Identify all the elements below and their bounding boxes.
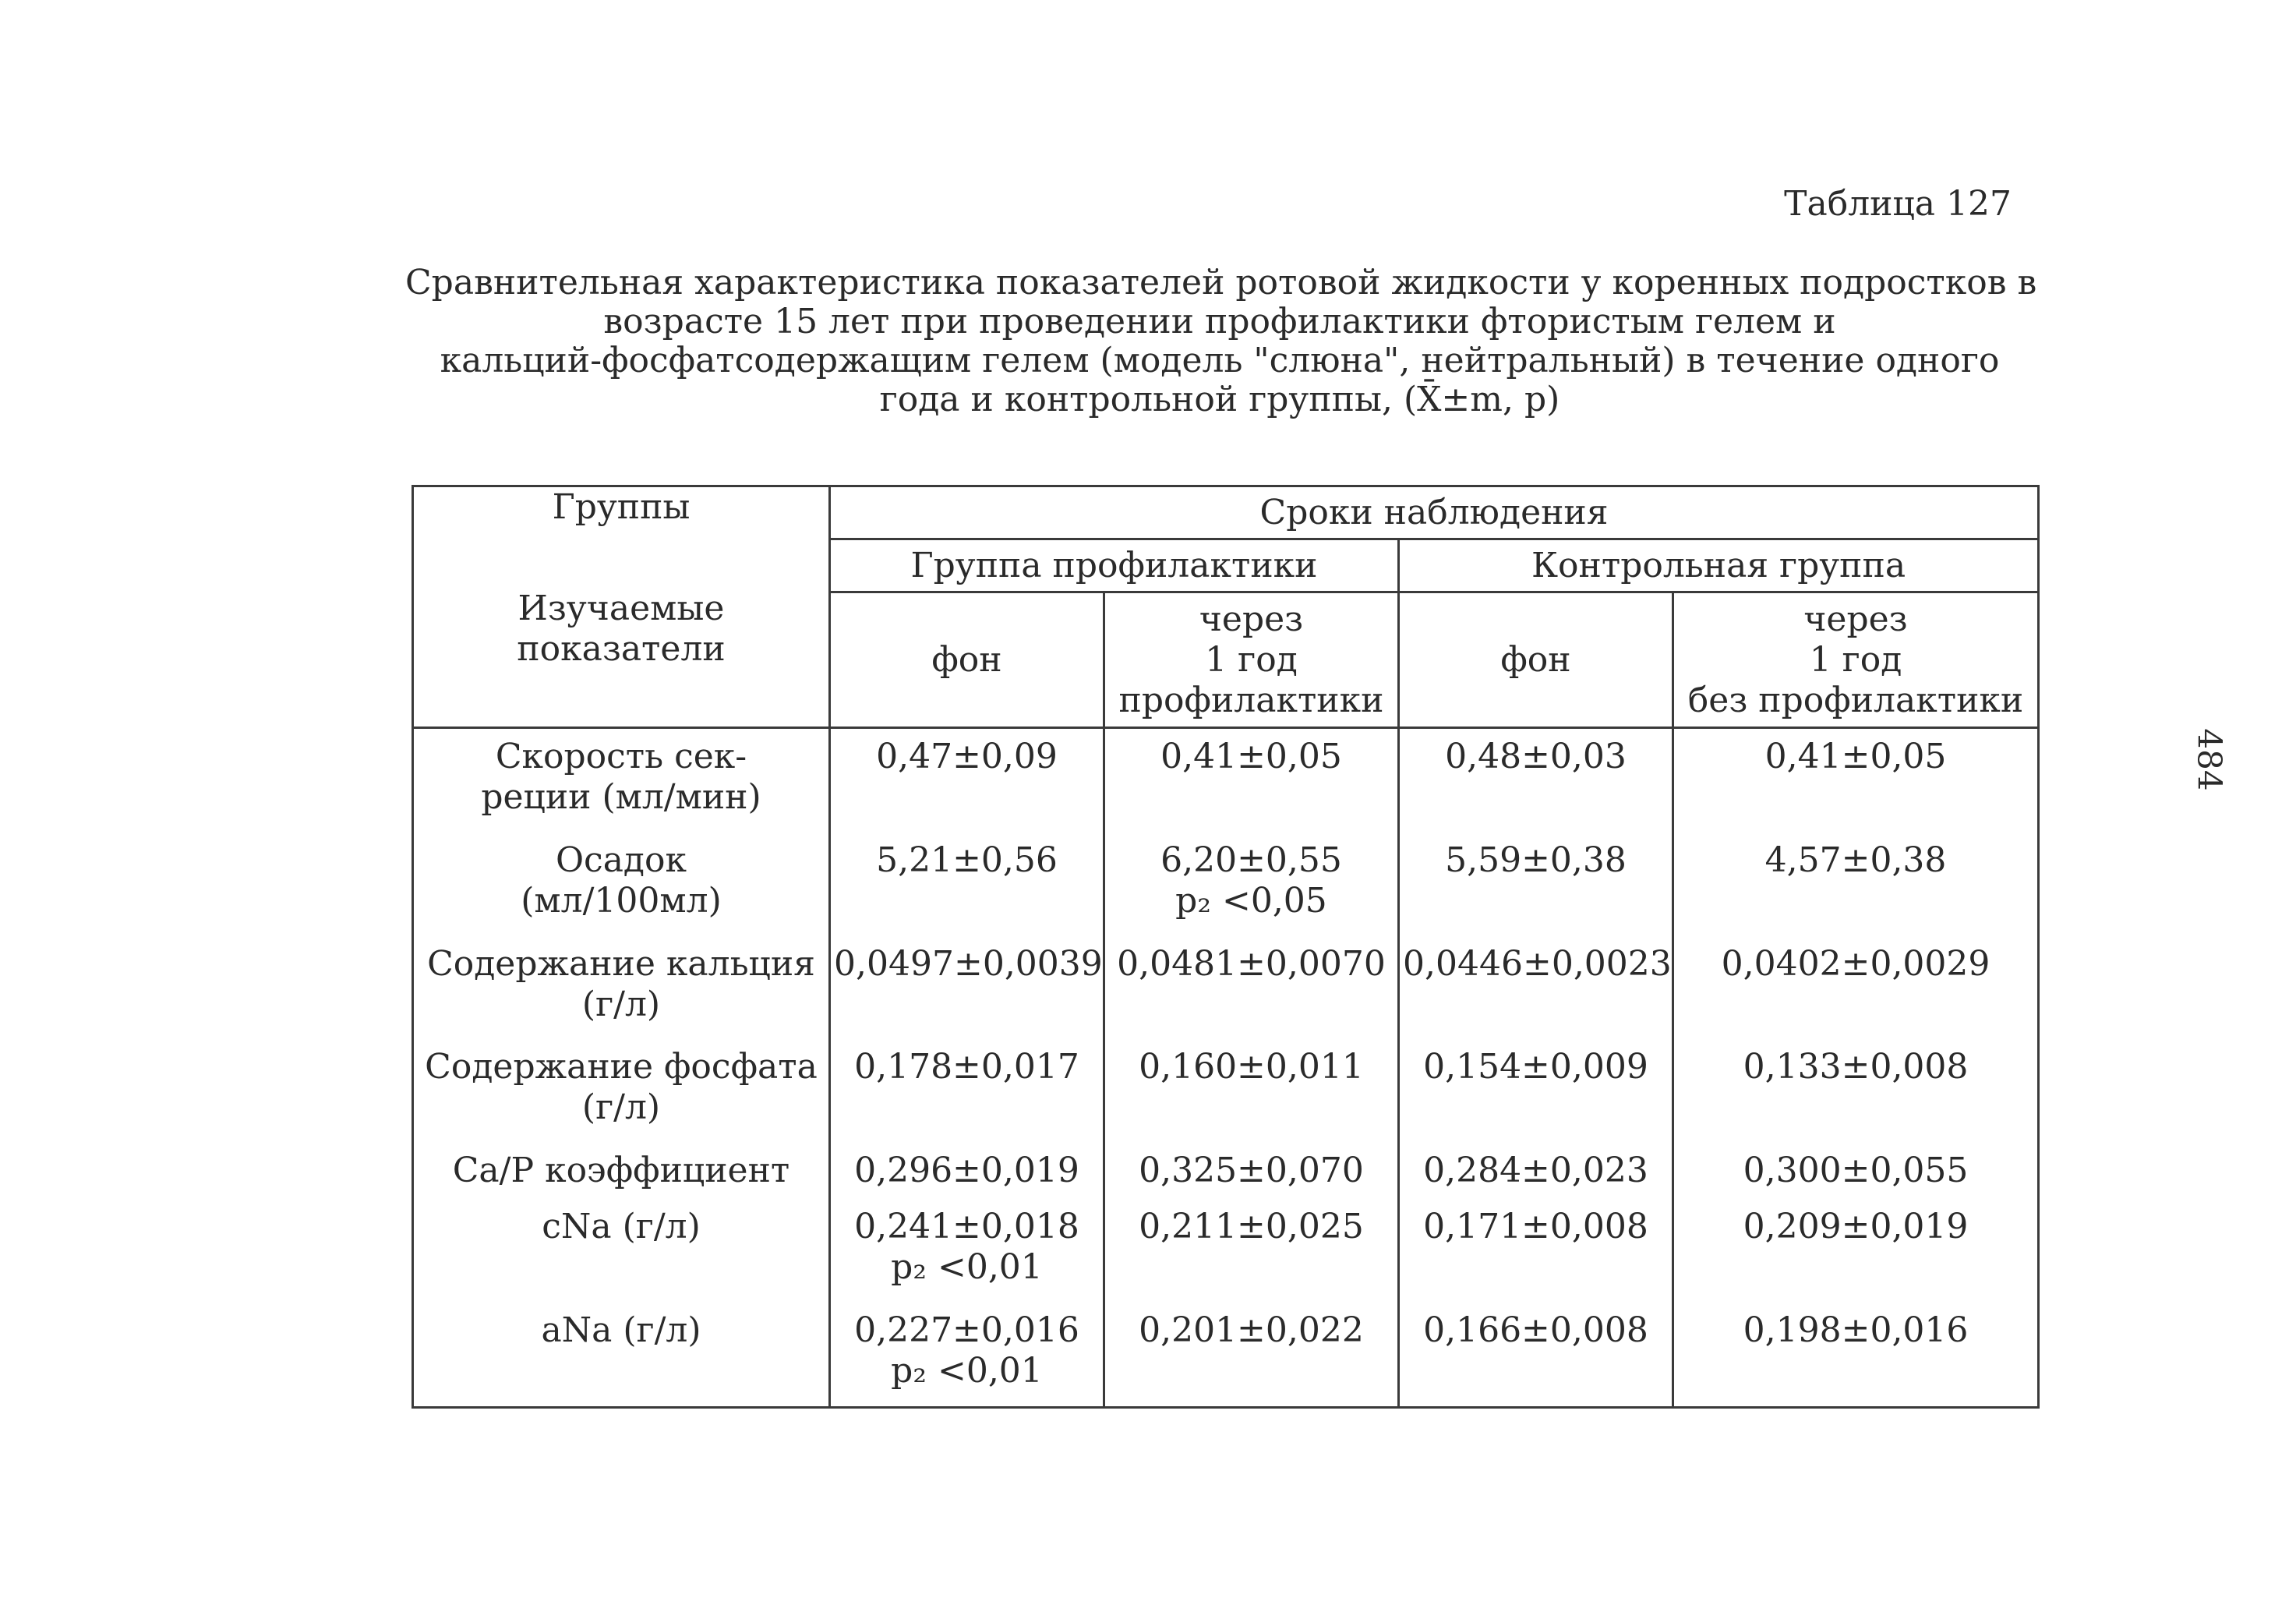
value-cell	[1399, 1039, 1673, 1143]
value-cell	[1104, 1303, 1399, 1408]
indicator-cell	[413, 1143, 830, 1199]
value-text: 0,41±0,05	[1764, 737, 1947, 776]
value-text: 0,227±0,016	[854, 1310, 1079, 1350]
value-cell	[830, 936, 1104, 1040]
indicator-cell	[413, 1303, 830, 1408]
after-year-prophylaxis-header	[1104, 592, 1399, 728]
value-text: 5,21±0,56	[876, 840, 1058, 880]
value-text: 0,47±0,09	[876, 737, 1058, 776]
value-text: 4,57±0,38	[1764, 840, 1947, 880]
value-text: 0,296±0,019	[854, 1151, 1079, 1191]
observation-periods-header: Сроки наблюдения	[830, 486, 2039, 539]
indicators-label: Изучаемые показатели	[517, 589, 726, 669]
indicator-label-line: Осадок	[555, 840, 687, 880]
value-cell	[1673, 1039, 2039, 1143]
header-line: через	[1199, 599, 1304, 639]
caption-line: Сравнительная характеристика показателей ротовой жидкости у коренных подростков в	[405, 263, 2037, 302]
value-text: 0,166±0,008	[1423, 1310, 1648, 1350]
value-text: 6,20±0,55	[1160, 840, 1342, 880]
indicator-cell	[413, 1039, 830, 1143]
value-cell	[1104, 833, 1399, 936]
p-value-text: p₂ <0,01	[891, 1351, 1043, 1391]
indicator-cell	[413, 1199, 830, 1303]
value-cell	[1399, 936, 1673, 1040]
prophylaxis-group-header: Группа профилактики	[830, 539, 1399, 592]
indicator-label-line: Содержание фосфата	[425, 1047, 818, 1087]
value-cell	[1673, 1143, 2039, 1199]
groups-header	[413, 486, 830, 728]
value-text: 0,0446±0,0023	[1403, 943, 1672, 984]
table-row	[413, 1303, 2039, 1408]
value-cell	[1104, 1199, 1399, 1303]
header-line: через	[1803, 599, 1908, 639]
header-line: профилактики	[1118, 680, 1384, 720]
indicator-label-line: Содержание кальция	[427, 943, 815, 984]
value-text: 0,48±0,03	[1445, 737, 1627, 776]
value-text: 0,209±0,019	[1743, 1207, 1969, 1247]
header-line: 1 год	[1205, 639, 1298, 680]
value-text: 5,59±0,38	[1445, 840, 1627, 880]
value-text: 0,178±0,017	[854, 1047, 1079, 1087]
table-row	[413, 728, 2039, 833]
indicator-label-line: (г/л)	[581, 984, 661, 1024]
value-cell	[1399, 833, 1673, 936]
value-text: 0,211±0,025	[1139, 1207, 1364, 1247]
value-text: 0,325±0,070	[1139, 1151, 1364, 1191]
value-cell	[1673, 936, 2039, 1040]
data-table	[412, 485, 2040, 1409]
value-cell	[830, 1039, 1104, 1143]
value-text: 0,41±0,05	[1160, 737, 1342, 776]
value-cell	[830, 728, 1104, 833]
indicator-label-line: Скорость сек-	[495, 737, 747, 776]
indicator-label-line: cNa (г/л)	[542, 1207, 701, 1247]
table-body	[413, 728, 2039, 1408]
value-text: 0,0481±0,0070	[1117, 943, 1386, 984]
indicator-label-line: реции (мл/мин)	[481, 777, 761, 817]
value-cell	[1673, 1199, 2039, 1303]
header-line: без профилактики	[1687, 680, 2024, 720]
value-cell	[830, 1143, 1104, 1199]
value-cell	[1399, 728, 1673, 833]
value-text: 0,198±0,016	[1743, 1310, 1969, 1350]
value-text: 0,133±0,008	[1743, 1047, 1969, 1087]
table-caption	[405, 263, 2037, 419]
value-cell	[1673, 728, 2039, 833]
table-row	[413, 1039, 2039, 1143]
caption-line: года и контрольной группы, (X̄±m, p)	[879, 380, 1560, 419]
table-row	[413, 936, 2039, 1040]
value-cell	[1104, 728, 1399, 833]
table-row	[413, 1199, 2039, 1303]
p-value-text: p₂ <0,01	[891, 1247, 1043, 1288]
value-cell	[1104, 1039, 1399, 1143]
background-header: фон	[830, 592, 1104, 728]
value-text: 0,171±0,008	[1423, 1207, 1648, 1247]
value-cell	[830, 1199, 1104, 1303]
header-line: 1 год	[1809, 639, 1902, 680]
value-cell	[1673, 1303, 2039, 1408]
value-text: 0,160±0,011	[1139, 1047, 1364, 1087]
background-header: фон	[1399, 592, 1673, 728]
control-group-header: Контрольная группа	[1399, 539, 2039, 592]
indicator-label-line: Ca/P коэффициент	[452, 1151, 790, 1191]
value-cell	[1399, 1143, 1673, 1199]
value-text: 0,241±0,018	[854, 1207, 1079, 1247]
indicator-label-line: aNa (г/л)	[541, 1310, 701, 1350]
table-row	[413, 1143, 2039, 1199]
value-text: 0,154±0,009	[1423, 1047, 1648, 1087]
value-cell	[1104, 1143, 1399, 1199]
value-cell	[1673, 833, 2039, 936]
after-year-no-prophylaxis-header	[1673, 592, 2039, 728]
value-cell	[830, 1303, 1104, 1408]
indicator-cell	[413, 833, 830, 936]
value-cell	[1399, 1199, 1673, 1303]
table-row	[413, 833, 2039, 936]
indicator-label-line: (г/л)	[581, 1087, 661, 1128]
page-number: 484	[2190, 728, 2229, 791]
value-cell	[830, 833, 1104, 936]
p-value-text: p₂ <0,05	[1175, 880, 1327, 921]
caption-line: возрасте 15 лет при проведении профилактики фтористым гелем и	[603, 302, 1836, 341]
groups-label: Группы	[552, 487, 691, 527]
value-text: 0,0497±0,0039	[834, 943, 1103, 984]
value-text: 0,284±0,023	[1423, 1151, 1648, 1191]
value-cell	[1399, 1303, 1673, 1408]
value-text: 0,201±0,022	[1139, 1310, 1364, 1350]
caption-line: кальций-фосфатсодержащим гелем (модель "слюна", нейтральный) в течение одного	[440, 341, 2000, 380]
table-number: Таблица 127	[1784, 184, 2012, 224]
indicator-label-line: (мл/100мл)	[521, 880, 722, 921]
value-text: 0,300±0,055	[1743, 1151, 1969, 1191]
value-text: 0,0402±0,0029	[1721, 943, 1990, 984]
indicator-cell	[413, 728, 830, 833]
value-cell	[1104, 936, 1399, 1040]
indicator-cell	[413, 936, 830, 1040]
